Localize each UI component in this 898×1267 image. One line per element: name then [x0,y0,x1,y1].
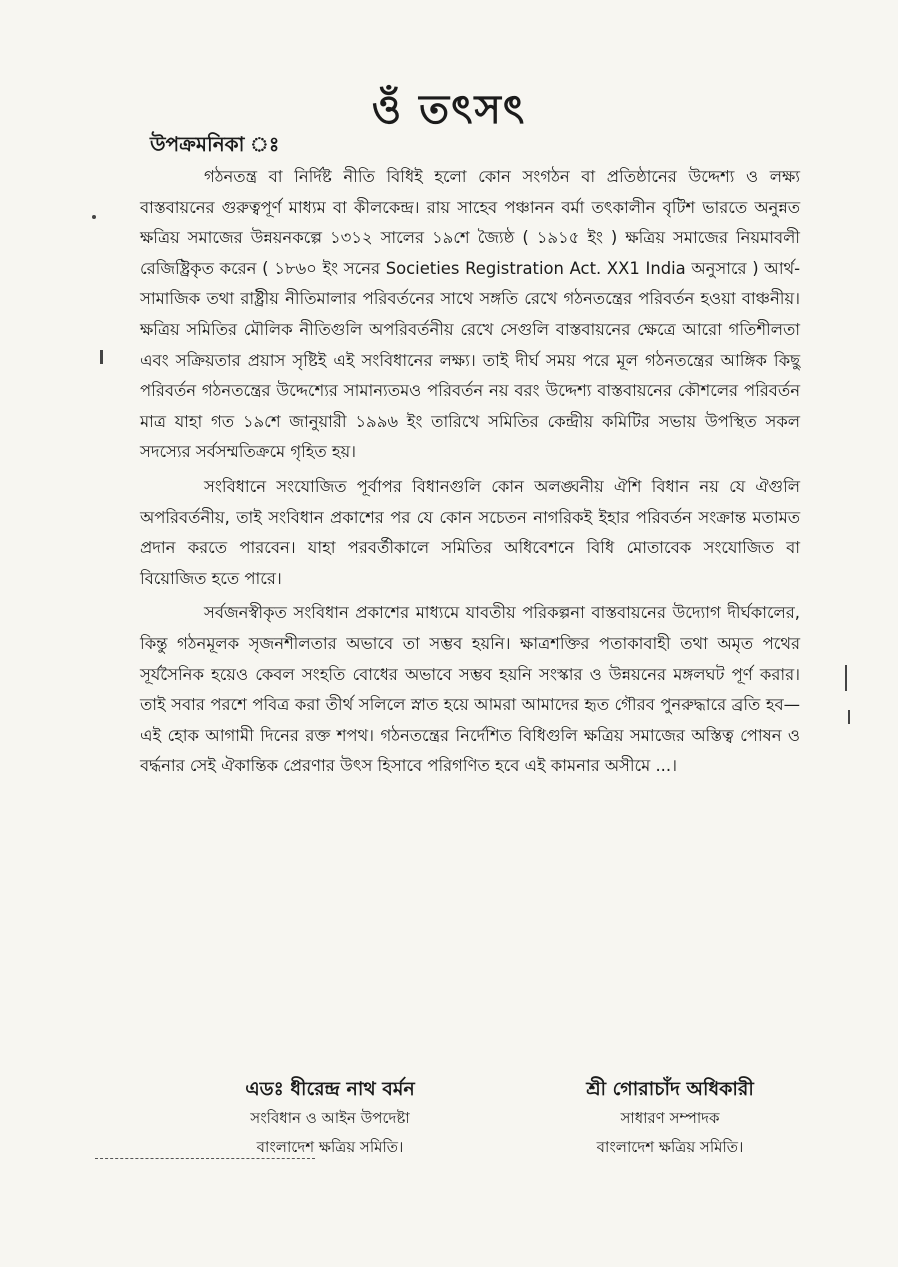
paragraph-1: গঠনতন্ত্র বা নির্দিষ্ট নীতি বিধিই হলো কোন সংগঠন বা প্রতিষ্ঠানের উদ্দেশ্য ও লক্ষ্য বাস্তবায়নের গুরুত্বপূর্ণ মাধ্যম বা কীলকেন্দ্র। রায় সাহেব পঞ্চানন বর্মা তৎকালীন বৃটিশ ভারতে অনুন্নত ক্ষত্রিয় সমাজের উন্নয়নকল্পে ১৩১২ সালের ১৯শে জ্যৈষ্ঠ ( ১৯১৫ ইং ) ক্ষত্রিয় সমাজের নিয়মাবলী রেজিষ্ট্রিকৃত করেন ( ১৮৬০ ইং সনের Societies Registration Act. XX1 India অনুসারে ) আর্থ-সামাজিক তথা রাষ্ট্রীয় নীতিমালার পরিবর্তনের সাথে সঙ্গতি রেখে গঠনতন্ত্রের পরিবর্তন হওয়া বাঞ্চনীয়। ক্ষত্রিয় সমিতির মৌলিক নীতিগুলি অপরিবর্তনীয় রেখে সেগুলি বাস্তবায়নের ক্ষেত্রে আরো গতিশীলতা এবং সক্রিয়তার প্রয়াস সৃষ্টিই এই সংবিধানের লক্ষ্য। তাই দীর্ঘ সময় পরে মূল গঠনতন্ত্রের আঙ্গিক কিছু পরিবর্তন গঠনতন্ত্রের উদ্দেশ্যের সামান্যতমও পরিবর্তন নয় বরং উদ্দেশ্য বাস্তবায়নের কৌশলের পরিবর্তন মাত্র যাহা গত ১৯শে জানুয়ারী ১৯৯৬ ইং তারিখে সমিতির কেন্দ্রীয় কমিটির সভায় উপস্থিত সকল সদস্যের সর্বসম্মতিক্রমে গৃহিত হয়। [140,167,800,462]
scan-mark [848,710,850,724]
signatory-title: সংবিধান ও আইন উপদেষ্টা [250,1109,410,1127]
scan-mark [92,215,96,219]
signature-block-secretary [520,1075,820,1162]
paragraph-3: সর্বজনস্বীকৃত সংবিধান প্রকাশের মাধ্যমে যাবতীয় পরিকল্পনা বাস্তবায়নের উদ্যোগ দীর্ঘকালের, কিন্তু গঠনমূলক সৃজনশীলতার অভাবে তা সম্ভব হয়নি। ক্ষাত্রশক্তির পতাকাবাহী তথা অমৃত পথের সূর্যসৈনিক হয়েও কেবল সংহতি বোধের অভাবে সম্ভব হয়নি সংস্কার ও উন্নয়নের মঙ্গলঘট পূর্ণ করার। তাই সবার পরশে পবিত্র করা তীর্থ সলিলে স্নাত হয়ে আমরা আমাদের হৃত গৌরব পুনরুদ্ধারে ব্রতি হব—এই হোক আগামী দিনের রক্ত শপথ। গঠনতন্ত্রের নির্দেশিত বিধিগুলি ক্ষত্রিয় সমাজের অস্তিত্ব পোষন ও বর্দ্ধনার সেই ঐকান্তিক প্রেরণার উৎস হিসাবে পরিগণিত হবে এই কামনার অসীমে ...। [140,603,800,776]
paragraph-2: সংবিধানে সংযোজিত পূর্বাপর বিধানগুলি কোন অলঙ্ঘনীয় ঐশি বিধান নয় যে ঐগুলি অপরিবর্তনীয়, তাই সংবিধান প্রকাশের পর যে কোন সচেতন নাগরিকই ইহার পরিবর্তন সংক্রান্ত মতামত প্রদান করতে পারবেন। যাহা পরবর্তীকালে সমিতির অধিবেশনে বিধি মোতাবেক সংযোজিত বা বিয়োজিত হতে পারে। [140,476,800,588]
page-title: ওঁ তৎসৎ [371,87,527,133]
signature-block-advisor [180,1075,480,1162]
signatory-title: সাধারণ সম্পাদক [620,1109,720,1127]
section-title: উপক্রমনিকা ঃ [150,132,280,156]
signatory-org: বাংলাদেশ ক্ষত্রিয় সমিতি। [596,1138,744,1156]
signatory-org: বাংলাদেশ ক্ষত্রিয় সমিতি। [256,1138,404,1156]
scan-mark [100,350,103,364]
signatory-name: এডঃ ধীরেন্দ্র নাথ বর্মন [245,1078,415,1100]
scan-mark [845,665,847,691]
body-text [140,162,800,782]
dashed-line-divider [95,1158,315,1159]
signatory-name: শ্রী গোরাচাঁদ অধিকারী [586,1078,754,1100]
